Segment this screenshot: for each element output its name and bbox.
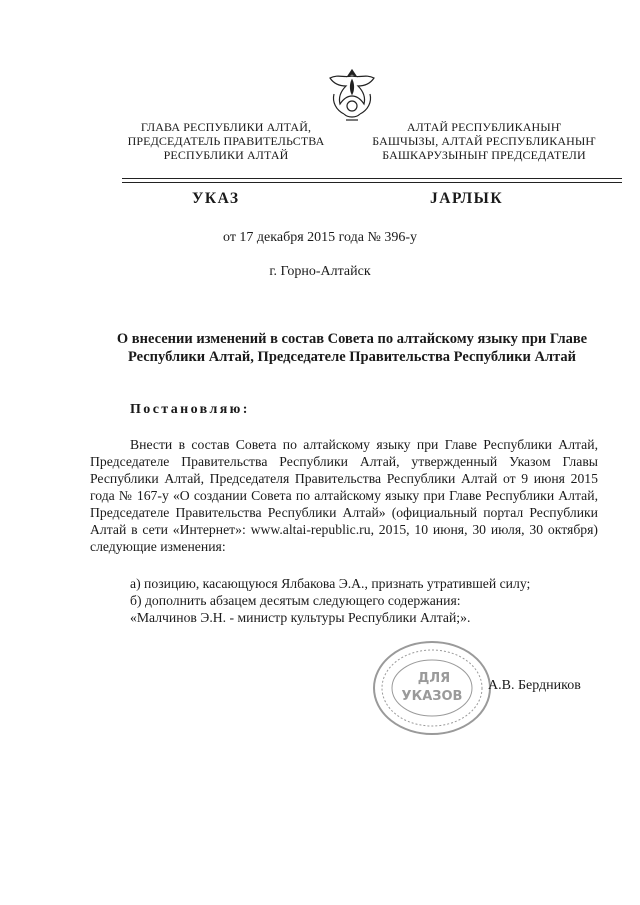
header-right-line: БАШЧЫЗЫ, АЛТАЙ РЕСПУБЛИКАНЫҤ bbox=[372, 134, 596, 148]
header-left-line: РЕСПУБЛИКИ АЛТАЙ bbox=[163, 148, 289, 162]
stamp-line1: ДЛЯ bbox=[417, 671, 451, 686]
item-a: а) позицию, касающуюся Ялбакова Э.А., признать утратившей силу; bbox=[130, 576, 531, 591]
coat-of-arms-icon bbox=[320, 64, 384, 124]
decree-body bbox=[90, 436, 598, 555]
decree-city: г. Горно-Алтайск bbox=[269, 264, 371, 279]
title-line: Республики Алтай, Председателе Правительства Республики Алтай bbox=[127, 349, 577, 365]
item-b: б) дополнить абзацем десятым следующего содержания: bbox=[130, 593, 461, 608]
header-right-line: АЛТАЙ РЕСПУБЛИКАНЫҤ bbox=[406, 120, 562, 134]
stamp-line2: УКАЗОВ bbox=[401, 689, 463, 704]
header-left-line: ГЛАВА РЕСПУБЛИКИ АЛТАЙ, bbox=[140, 120, 312, 134]
header-right-line: БАШКАРУЗЫНЫҤ ПРЕДСЕДАТЕЛИ bbox=[382, 148, 586, 162]
body-paragraph: Внести в состав Совета по алтайскому языку при Главе Республики Алтай, Председателе Правительства Республики Алтай, утвержденный Указом Главы Республики Алтай, Председателя Правительства Республики Алтай от 9 июня 2015 года № 167-у «О создании Совета по алтайскому языку при Главе Республики Алтай, Председателе Правительства Республики Алтай» (официальный портал Республики Алтай в сети «Интернет»: www.altai-republic.ru, 2015, 10 июня, 30 июля, 30 октября) следующие изменения: bbox=[90, 437, 598, 554]
decree-date: от 17 декабря 2015 года № 396-у bbox=[223, 230, 417, 245]
header-left-block bbox=[126, 120, 326, 162]
title-line: О внесении изменений в состав Совета по алтайскому языку при Главе bbox=[116, 331, 588, 347]
header-divider-thick bbox=[122, 178, 622, 179]
item-quote: «Малчинов Э.Н. - министр культуры Республики Алтай;». bbox=[130, 610, 471, 625]
header-divider-thin bbox=[122, 182, 622, 183]
doc-type-alt: ЈАРЛЫК bbox=[430, 190, 504, 207]
header-left-line: ПРЕДСЕДАТЕЛЬ ПРАВИТЕЛЬСТВА bbox=[127, 134, 325, 148]
official-stamp bbox=[370, 638, 494, 738]
header-right-block bbox=[352, 120, 616, 162]
decree-title bbox=[104, 330, 600, 366]
decree-word: Постановляю: bbox=[130, 402, 250, 417]
doc-type-ru: УКАЗ bbox=[192, 190, 240, 207]
signer-name: А.В. Бердников bbox=[488, 678, 581, 693]
